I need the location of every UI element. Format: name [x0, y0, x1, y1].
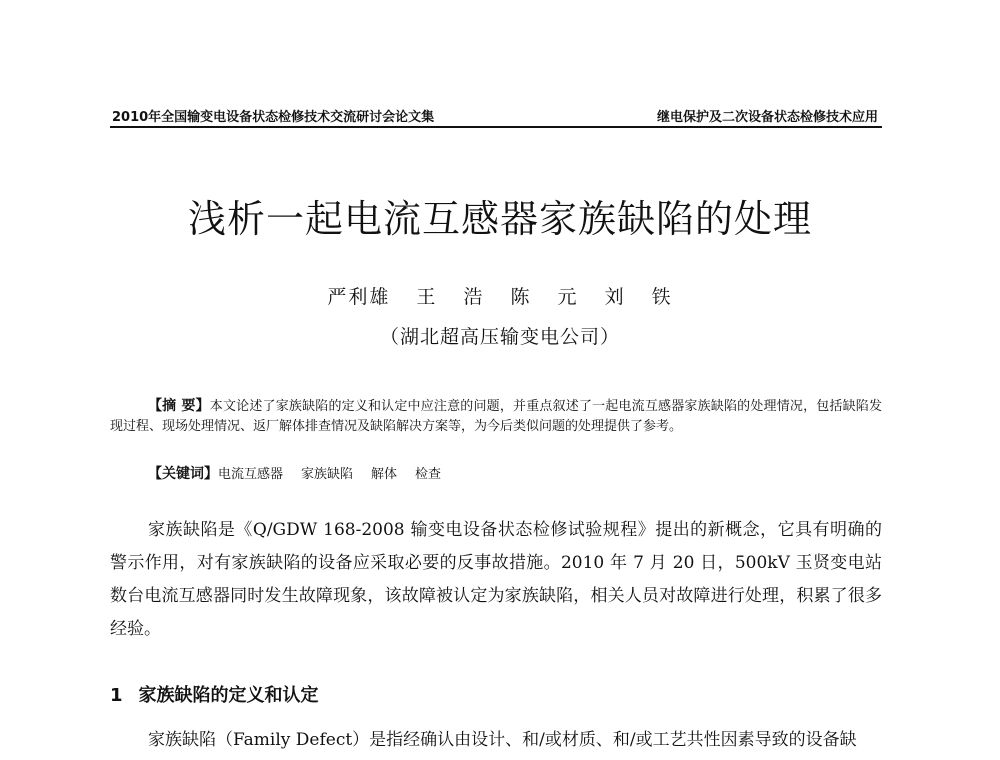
paper-affiliation: （湖北超高压输变电公司） — [379, 326, 620, 348]
section-1-heading — [110, 681, 319, 707]
abstract-label: 【摘 要】 — [148, 398, 210, 414]
intro-paragraph: 家族缺陷是《Q/GDW 168-2008 输变电设备状态检修试验规程》提出的新概念，它具有明确的警示作用，对有家族缺陷的设备应采取必要的反事故措施。2010 年 7 月 20 日，500kV 玉贤变电站数台电流互感器同时发生故障现象，该故障被认定为家族缺陷，相关人员对故障进行处理，积累了很多经验。 — [110, 520, 882, 639]
section-1-paragraph: 家族缺陷（Family Defect）是指经确认由设计、和/或材质、和/或工艺共性因素导致的设备缺 — [148, 730, 857, 750]
abstract-text: 本文论述了家族缺陷的定义和认定中应注意的问题，并重点叙述了一起电流互感器家族缺陷的处理情况，包括缺陷发现过程、现场处理情况、返厂解体排查情况及缺陷解决方案等，为今后类似问题的处理提供了参考。 — [110, 399, 882, 434]
keywords-line — [148, 464, 882, 485]
keyword-item: 解体 — [371, 467, 398, 482]
paper-title: 浅析一起电流互感器家族缺陷的处理 — [187, 197, 812, 241]
section-1-number: 1 — [110, 685, 123, 706]
running-header — [110, 104, 882, 128]
keywords-label: 【关键词】 — [148, 466, 218, 482]
paper-authors: 严利雄 王 浩 陈 元 刘 铁 — [327, 286, 673, 308]
keyword-item: 电流互感器 — [218, 467, 284, 482]
keyword-item: 检查 — [415, 467, 442, 482]
header-proceedings-title: 2010年全国输变电设备状态检修技术交流研讨会论文集 — [112, 110, 435, 125]
keyword-item: 家族缺陷 — [301, 467, 354, 482]
header-section-title: 继电保护及二次设备状态检修技术应用 — [656, 110, 878, 125]
section-1-title: 家族缺陷的定义和认定 — [138, 685, 319, 706]
abstract-paragraph — [110, 396, 882, 437]
